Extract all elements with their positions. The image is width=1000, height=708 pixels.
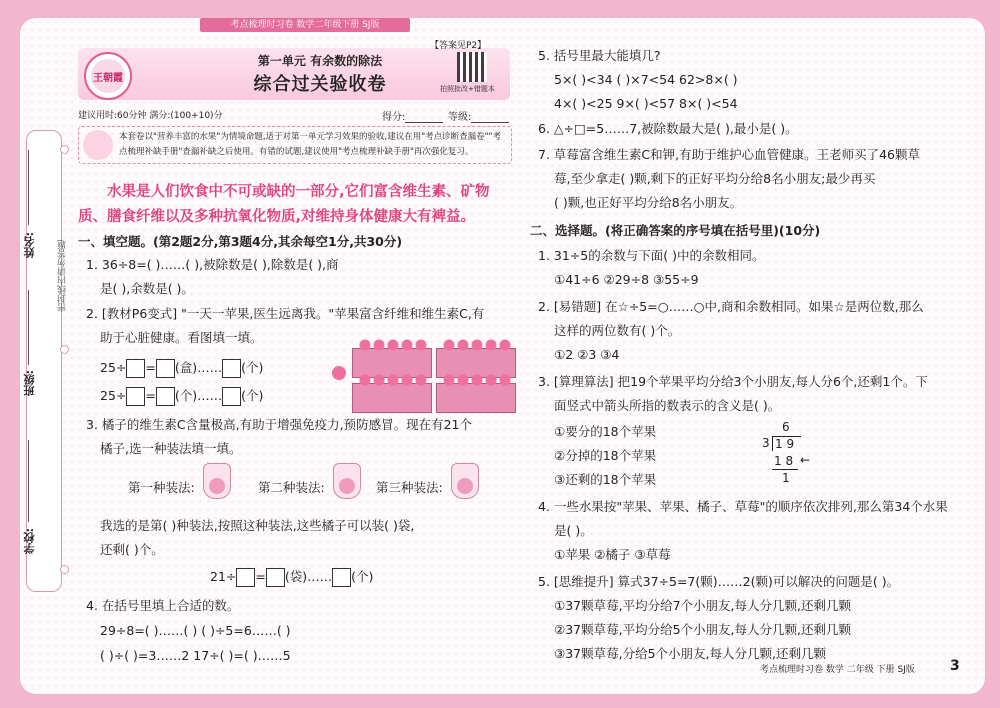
division-divisor: 3 xyxy=(762,436,770,450)
eq-text: (个) xyxy=(241,388,264,403)
answer-box[interactable] xyxy=(126,387,145,406)
answer-box[interactable] xyxy=(222,387,241,406)
binding-hole xyxy=(60,145,69,154)
apple-box-icon xyxy=(352,383,432,413)
long-division-figure xyxy=(760,420,830,490)
logo-text: 王朝霞 xyxy=(91,59,125,93)
score-blank[interactable] xyxy=(405,122,443,123)
unit-title: 第一单元 有余数的除法 xyxy=(257,54,383,68)
name-line[interactable] xyxy=(28,150,29,225)
choice-3-option-2[interactable]: ②分掉的18个苹果 xyxy=(554,448,657,463)
orange-bag-icon xyxy=(333,463,361,499)
choice-2-line-2[interactable]: 这样的两位数有( )个。 xyxy=(554,323,681,338)
level-blank[interactable] xyxy=(471,122,509,123)
choice-3-option-1[interactable]: ①要分的18个苹果 xyxy=(554,424,657,439)
choice-4-line-1: 4. 一些水果按"苹果、苹果、橘子、草莓"的顺序依次排列,那么第34个水果 xyxy=(538,499,948,514)
choice-2-line-1: 2. [易错题] 在☆÷5=○……○中,商和余数相同。如果☆是两位数,那么 xyxy=(538,299,924,314)
apple-icon xyxy=(332,366,346,380)
choice-3-option-3[interactable]: ③还剩的18个苹果 xyxy=(554,472,657,487)
class-label: 班级: xyxy=(23,370,36,397)
answer-box[interactable] xyxy=(266,568,285,587)
section-fill-in-title: 一、填空题。(第2题2分,第3题4分,其余每空1分,共30分) xyxy=(78,234,403,249)
answer-box[interactable] xyxy=(332,568,351,587)
division-rule xyxy=(772,469,798,470)
question-2-equation-1[interactable] xyxy=(100,356,263,380)
name-label: 姓名: xyxy=(23,232,36,259)
level-label: 等级: xyxy=(448,112,472,123)
teacher-avatar-icon xyxy=(83,130,113,160)
scenario-intro: 水果是人们饮食中不可或缺的一部分,它们富含维生素、矿物质、膳食纤维以及多种抗氧化物质,对维持身体健康大有裨益。 xyxy=(78,184,490,225)
binding-hole xyxy=(60,565,69,574)
division-remainder: 1 xyxy=(782,471,790,485)
score-label: 得分: xyxy=(382,112,406,123)
choice-4-options[interactable]: ①苹果 ②橘子 ③草莓 xyxy=(554,547,671,562)
eq-text: (个)…… xyxy=(174,388,223,403)
question-4-row-2[interactable]: ( )÷( )=3……2 17÷( )=( )……5 xyxy=(100,648,291,663)
question-3-line-4[interactable]: 还剩( )个。 xyxy=(100,542,164,557)
time-and-score-info: 建议用时:60分钟 满分:(100+10)分 xyxy=(78,111,223,121)
level-field[interactable] xyxy=(448,108,509,123)
apple-box-icon xyxy=(436,383,516,413)
school-line[interactable] xyxy=(28,440,29,522)
question-2-line-2: 助于心脏健康。看图填一填。 xyxy=(100,330,263,345)
choice-3-line-2[interactable]: 面竖式中箭头所指的数表示的含义是( )。 xyxy=(554,398,781,413)
answer-box[interactable] xyxy=(126,359,145,378)
binding-margin xyxy=(20,130,50,590)
arrow-left-icon: ← xyxy=(800,453,811,467)
answer-box[interactable] xyxy=(222,359,241,378)
binding-box xyxy=(26,130,62,592)
question-3-equation[interactable] xyxy=(210,565,373,589)
question-2-equation-2[interactable] xyxy=(100,384,263,408)
division-quotient: 6 xyxy=(782,420,790,434)
qr-label: 拍照批改+错题本 xyxy=(440,85,495,93)
question-7-line-3[interactable]: ( )颗,也正好平均分给8名小朋友。 xyxy=(554,195,743,210)
eq-text: = xyxy=(145,360,156,375)
eq-text: 25÷ xyxy=(100,360,127,375)
choice-5-option-2[interactable]: ②37颗草莓,平均分给5个小朋友,每人分几颗,还剩几颗 xyxy=(554,622,851,637)
answer-reference: 【答案见P2】 xyxy=(430,41,487,51)
choice-1[interactable]: 1. 31÷5的余数与下面( )中的余数相同。 xyxy=(538,248,765,263)
eq-text: = xyxy=(255,569,266,584)
question-4-title: 4. 在括号里填上合适的数。 xyxy=(86,598,240,613)
question-3-line-3[interactable]: 我选的是第( )种装法,按照这种装法,这些橘子可以装( )袋, xyxy=(100,518,415,533)
class-line[interactable] xyxy=(28,290,29,365)
eq-text: 25÷ xyxy=(100,388,127,403)
choice-1-options[interactable]: ①41÷6 ②29÷8 ③55÷9 xyxy=(554,272,699,287)
school-label: 学校: xyxy=(23,528,36,555)
eq-text: (袋)…… xyxy=(284,569,333,584)
notice-text: 本套卷以"营养丰富的水果"为情境命题,适于对第一单元学习效果的验收,建议在用"考点诊断查漏卷""考点梳理补缺手册"查漏补缺之后使用。有错的试题,建议使用"考点梳理补缺手册"再次强化复习。 xyxy=(119,132,501,157)
packing-option-2: 第二种装法: xyxy=(258,480,325,495)
choice-4-line-2[interactable]: 是( )。 xyxy=(554,523,593,538)
question-3-line-2: 橘子,选一种装法填一填。 xyxy=(100,441,242,456)
orange-bag-icon xyxy=(451,463,479,499)
question-2-line-1: 2. [教材P6变式] "一天一苹果,医生远离我。"苹果富含纤维和维生素C,有 xyxy=(86,306,485,321)
eq-text: (盒)…… xyxy=(174,360,223,375)
question-5-row-1[interactable]: 5×( )<34 ( )×7<54 62>8×( ) xyxy=(554,72,738,87)
eq-text: (个) xyxy=(351,569,374,584)
answer-box[interactable] xyxy=(156,359,175,378)
question-7-line-2[interactable]: 莓,至少拿走( )颗,剩下的正好平均分给8名小朋友;最少再买 xyxy=(554,171,876,186)
answer-box[interactable] xyxy=(236,568,255,587)
choice-5-option-1[interactable]: ①37颗草莓,平均分给7个小朋友,每人分几颗,还剩几颗 xyxy=(554,598,851,613)
eq-text: 21÷ xyxy=(210,569,237,584)
page-footer: 考点梳理时习卷 数学 二年级 下册 SJ版 xyxy=(760,665,915,675)
page-number: 3 xyxy=(950,658,960,674)
question-7-line-1: 7. 草莓富含维生素C和钾,有助于维护心血管健康。王老师买了46颗草 xyxy=(538,147,921,162)
question-1-line-2[interactable]: 是( ),余数是( )。 xyxy=(100,281,194,296)
question-6[interactable]: 6. △÷□=5……7,被除数最大是( ),最小是( )。 xyxy=(538,121,798,136)
page-title: 综合过关验收卷 xyxy=(253,74,387,95)
qr-code-icon[interactable] xyxy=(457,52,487,82)
question-4-row-1[interactable]: 29÷8=( )……( ) ( )÷5=6……( ) xyxy=(100,623,291,638)
orange-bag-icon xyxy=(203,463,231,499)
choice-5[interactable]: 5. [思维提升] 算式37÷5=7(颗)……2(颗)可以解决的问题是( )。 xyxy=(538,574,900,589)
eq-text: (个) xyxy=(241,360,264,375)
packing-option-3: 第三种装法: xyxy=(376,480,443,495)
score-field[interactable] xyxy=(382,108,443,123)
notice-box xyxy=(78,126,512,164)
division-dividend: 1 9 xyxy=(772,436,801,451)
question-3-line-1: 3. 橘子的维生素C含量极高,有助于增强免疫力,预防感冒。现在有21个 xyxy=(86,417,472,432)
eq-text: = xyxy=(145,388,156,403)
brand-logo xyxy=(84,52,132,100)
choice-3-line-1: 3. [算理算法] 把19个苹果平均分给3个小朋友,每人分6个,还剩1个。下 xyxy=(538,374,928,389)
choice-5-option-3[interactable]: ③37颗草莓,分给5个小朋友,每人分几颗,还剩几颗 xyxy=(554,646,826,661)
answer-box[interactable] xyxy=(156,387,175,406)
question-5-title: 5. 括号里最大能填几? xyxy=(538,48,661,63)
question-1-line-1[interactable]: 1. 36÷8=( )……( ),被除数是( ),除数是( ),商 xyxy=(86,257,339,272)
division-subtrahend: 1 8 xyxy=(774,454,794,468)
question-5-row-2[interactable]: 4×( )<25 9×( )<57 8×( )<54 xyxy=(554,96,738,111)
choice-2-options[interactable]: ①2 ②3 ③4 xyxy=(554,347,620,362)
seal-line-note: 密封线内请勿答题 xyxy=(58,240,68,312)
packing-option-1: 第一种装法: xyxy=(128,480,195,495)
header-tag: 考点梳理时习卷 数学二年级下册 SJ版 xyxy=(200,18,410,32)
section-choice-title: 二、选择题。(将正确答案的序号填在括号里)(10分) xyxy=(530,223,821,238)
binding-hole xyxy=(60,345,69,354)
